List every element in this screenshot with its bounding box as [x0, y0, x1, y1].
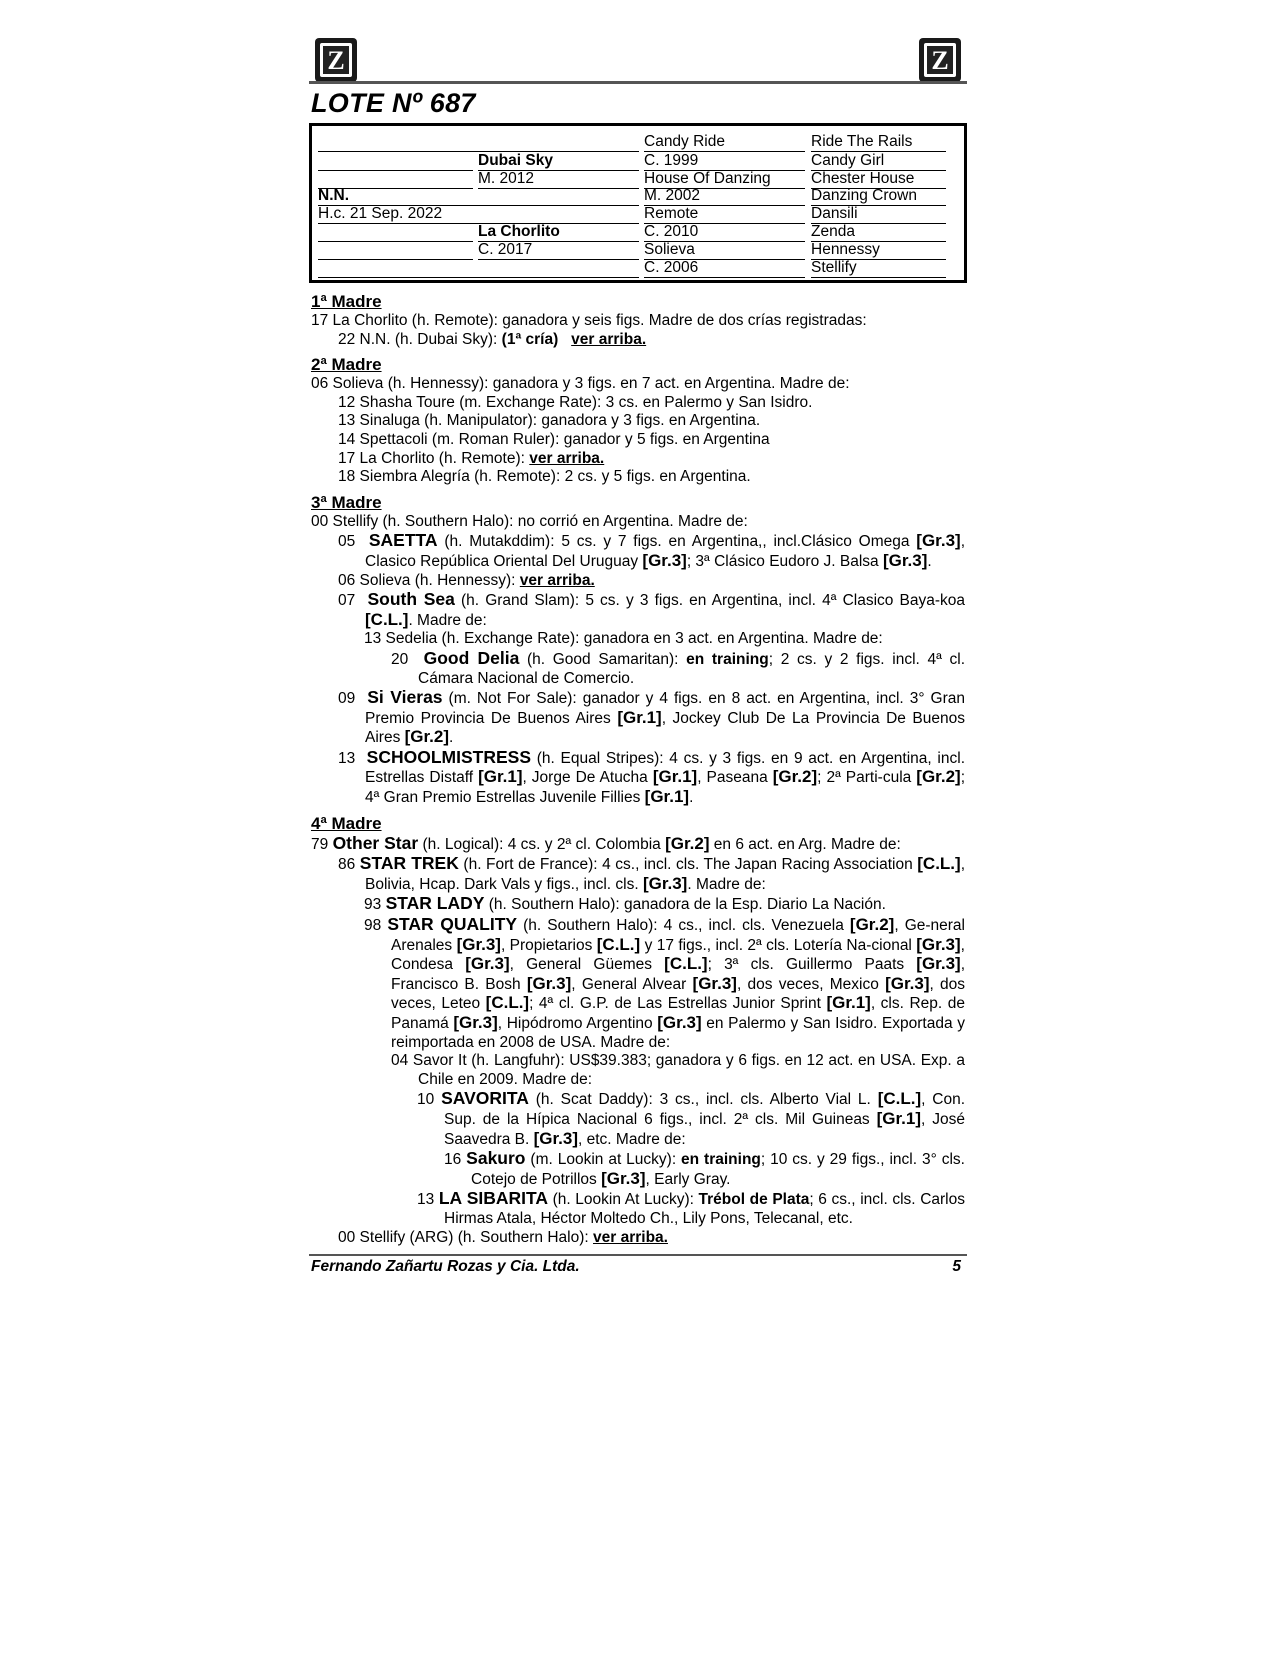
text-line: 17 La Chorlito (h. Remote): ver arriba.	[338, 449, 605, 467]
see-above-link[interactable]: ver arriba.	[593, 1228, 668, 1246]
sire-dam-info: M. 2002	[644, 187, 805, 206]
text-line: 13 Sedelia (h. Exchange Rate): ganadora en 3 act. en Argentina. Madre de:	[364, 630, 883, 648]
text-line: 18 Siembra Alegría (h. Remote): 2 cs. y 5 figs. en Argentina.	[338, 468, 751, 486]
section-title: 2ª Madre	[311, 355, 382, 375]
text-line: 07 South Sea (h. Grand Slam): 5 cs. y 3 figs. en Argentina, incl. 4ª Clasico Baya-koa [C.L.]. Madre de:	[338, 589, 965, 629]
text-line: 06 Solieva (h. Hennessy): ganadora y 3 figs. en 7 act. en Argentina. Madre de:	[311, 375, 850, 393]
zanartu-logo-icon	[313, 36, 359, 84]
see-above-link[interactable]: ver arriba.	[529, 449, 605, 467]
text-line: 09 Si Vieras (m. Not For Sale): ganador y 4 figs. en 8 act. en Argentina, incl. 3° Gran Premio Provincia De Buenos Aires [Gr.1], Jockey Club De La Provincia De Buenos Aires [Gr.2].	[338, 687, 965, 747]
sire-name: Dubai Sky	[478, 152, 639, 171]
text-line: 22 N.N. (h. Dubai Sky): (1ª cría) ver arriba.	[338, 330, 647, 348]
header-rule	[309, 81, 967, 84]
zanartu-logo-icon	[917, 36, 963, 84]
sire-dam: House Of Danzing	[644, 170, 805, 189]
foal-name: N.N.	[318, 187, 473, 206]
ancestor-sss: Ride The Rails	[811, 133, 946, 152]
text-line: 06 Solieva (h. Hennessy): ver arriba.	[338, 571, 595, 589]
company-name: Fernando Zañartu Rozas y Cia. Ltda.	[311, 1258, 580, 1275]
dam-sire: Remote	[644, 205, 805, 224]
text-line: 98 STAR QUALITY (h. Southern Halo): 4 cs., incl. cls. Venezuela [Gr.2], Ge-neral Arenales [Gr.3], Propietarios [C.L.] y 17 figs., incl. 2ª cls. Lotería Na-cional [Gr.3], Condesa [Gr.3], General Güemes [C.L.]; 3ª cls. Guillermo Paats [Gr.3], Francisco B. Bosh [Gr.3], General Alvear [Gr.3], dos veces, Mexico [Gr.3], dos veces, Leteo [C.L.]; 4ª cl. G.P. de Las Estrellas Junior Sprint [Gr.1], cls. Rep. de Panamá [Gr.3], Hipódromo Argentino [Gr.3] en Palermo y San Isidro. Exportada y reimportada en 2008 de USA. Madre de:	[364, 914, 966, 1051]
text-line: 10 SAVORITA (h. Scat Daddy): 3 cs., incl. cls. Alberto Vial L. [C.L.], Con. Sup. de la Hípica Nacional 6 figs., incl. 2ª cls. Mil Guineas [Gr.1], José Saavedra B. [Gr.3], etc. Madre de:	[417, 1088, 966, 1148]
text-line: 93 STAR LADY (h. Southern Halo): ganadora de la Esp. Diario La Nación.	[364, 893, 886, 914]
text-line: 20 Good Delia (h. Good Samaritan): en training; 2 cs. y 2 figs. incl. 4ª cl. Cámara Nacional de Comercio.	[391, 647, 966, 687]
pedigree-table	[309, 123, 967, 283]
page-footer	[311, 1258, 963, 1276]
text-line: 13 Sinaluga (h. Manipulator): ganadora y 3 figs. en Argentina.	[338, 412, 761, 430]
svg-text:Z: Z	[327, 46, 345, 75]
ancestor-dsd: Zenda	[811, 223, 946, 242]
ancestor-ssd: Candy Girl	[811, 152, 946, 171]
text-line: 14 Spettacoli (m. Roman Ruler): ganador y 5 figs. en Argentina	[338, 430, 770, 448]
dam-sire-info: C. 2010	[644, 223, 805, 242]
text-line: 13 LA SIBARITA (h. Lookin At Lucky): Trébol de Plata; 6 cs., incl. cls. Carlos Hirmas Atala, Héctor Moltedo Ch., Lily Pons, Telecanal, etc.	[417, 1188, 965, 1227]
dam-dam: Solieva	[644, 241, 805, 260]
text-line: 86 STAR TREK (h. Fort de France): 4 cs., incl. cls. The Japan Racing Association [C.L.], Bolivia, Hcap. Dark Vals y figs., incl. cls. [Gr.3]. Madre de:	[338, 853, 966, 893]
ancestor-sdd: Danzing Crown	[811, 187, 946, 206]
page-number: 5	[952, 1258, 961, 1275]
sire-info: M. 2012	[478, 170, 639, 189]
text-line: 05 SAETTA (h. Mutakddim): 5 cs. y 7 figs. en Argentina,, incl.Clásico Omega [Gr.3], Clasico República Oriental Del Uruguay [Gr.3]; 3ª Clásico Eudoro J. Balsa [Gr.3].	[338, 530, 966, 570]
see-above-link[interactable]: ver arriba.	[519, 571, 595, 589]
ancestor-dds: Hennessy	[811, 241, 946, 260]
text-line: 04 Savor It (h. Langfuhr): US$39.383; ganadora y 6 figs. en 12 act. en USA. Exp. a Chile en 2009. Madre de:	[391, 1052, 965, 1088]
sire-sire: Candy Ride	[644, 133, 805, 152]
lot-title: LOTE Nº 687	[311, 88, 476, 118]
text-line: 00 Stellify (h. Southern Halo): no corrió en Argentina. Madre de:	[311, 512, 748, 530]
footer-rule	[309, 1254, 967, 1256]
family-text	[311, 292, 965, 1247]
section-title: 4ª Madre	[311, 813, 382, 833]
foal-info: H.c. 21 Sep. 2022	[318, 205, 473, 224]
ancestor-ddd: Stellify	[811, 259, 946, 278]
text-line: 16 Sakuro (m. Lookin at Lucky): en training; 10 cs. y 29 figs., incl. 3° cls. Cotejo de Potrillos [Gr.3], Early Gray.	[444, 1148, 965, 1188]
see-above-link[interactable]: ver arriba.	[571, 330, 647, 348]
sire-sire-info: C. 1999	[644, 152, 805, 171]
section-title: 1ª Madre	[311, 292, 382, 311]
svg-text:Z: Z	[931, 46, 949, 75]
ancestor-dss: Dansili	[811, 205, 946, 224]
text-line: 79 Other Star (h. Logical): 4 cs. y 2ª cl. Colombia [Gr.2] en 6 act. en Arg. Madre de:	[311, 832, 901, 853]
text-line: 13 SCHOOLMISTRESS (h. Equal Stripes): 4 cs. y 3 figs. en 9 act. en Argentina, incl. Estrellas Distaff [Gr.1], Jorge De Atucha [Gr.1], Paseana [Gr.2]; 2ª Parti-cula [Gr.2]; 4ª Gran Premio Estrellas Juvenile Fillies [Gr.1].	[338, 746, 965, 807]
dam-info: C. 2017	[478, 241, 639, 260]
text-line: 17 La Chorlito (h. Remote): ganadora y seis figs. Madre de dos crías registradas:	[311, 312, 867, 329]
dam-name: La Chorlito	[478, 223, 639, 242]
ancestor-sds: Chester House	[811, 170, 946, 189]
text-line: 12 Shasha Toure (m. Exchange Rate): 3 cs. en Palermo y San Isidro.	[338, 393, 813, 411]
dam-dam-info: C. 2006	[644, 259, 805, 278]
text-line: 00 Stellify (ARG) (h. Southern Halo): ver arriba.	[338, 1228, 668, 1246]
section-title: 3ª Madre	[311, 492, 382, 512]
